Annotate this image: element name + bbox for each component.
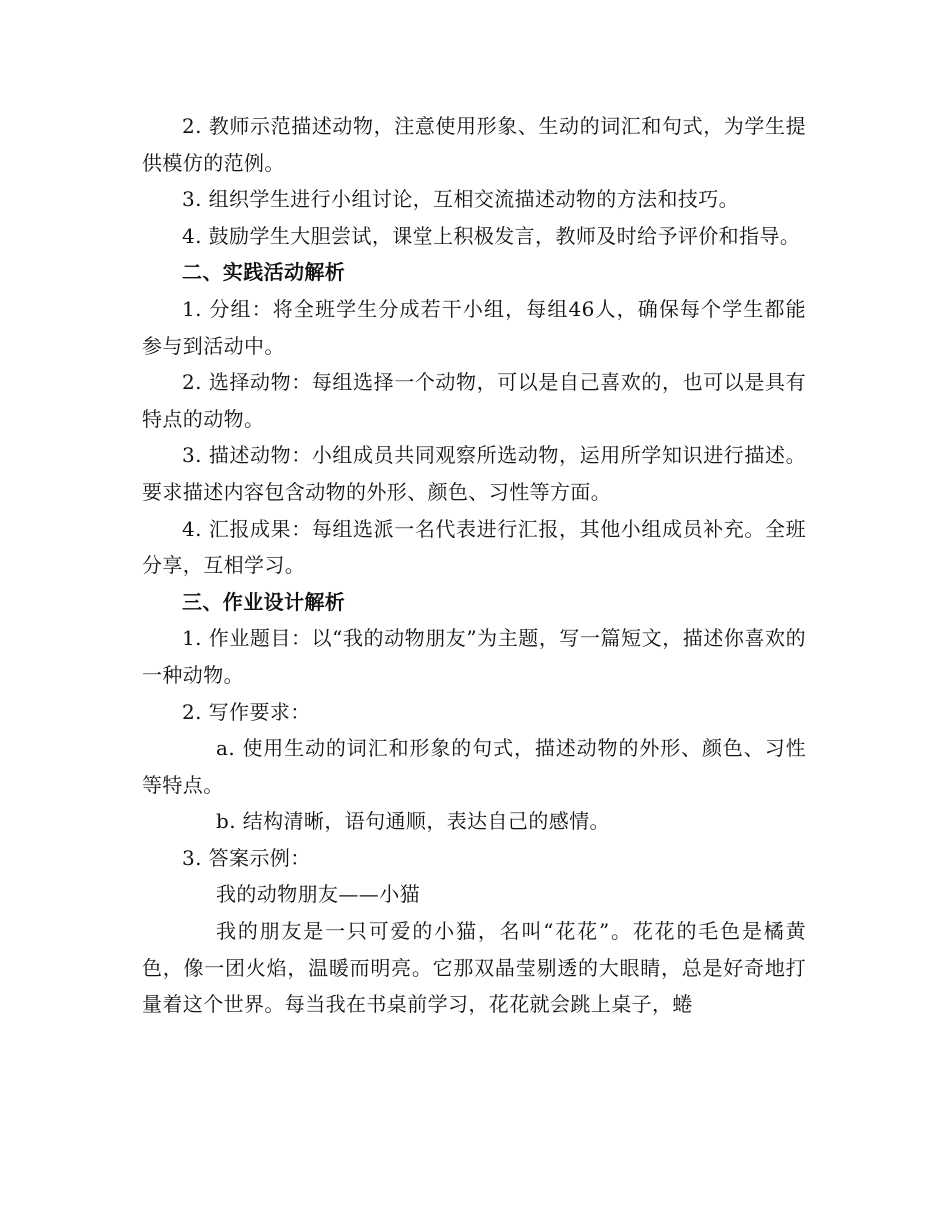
paragraph-encourage-students: 4. 鼓励学生大胆尝试，课堂上积极发言，教师及时给予评价和指导。 — [182, 223, 801, 248]
example-essay-title: 我的动物朋友——小猫 — [216, 882, 420, 907]
paragraph-group-discussion: 3. 组织学生进行小组讨论，互相交流描述动物的方法和技巧。 — [182, 187, 740, 212]
homework-item-requirements: 2. 写作要求： — [182, 699, 311, 724]
document-body — [142, 108, 806, 1023]
practice-item-choose-animal: 2. 选择动物：每组选择一个动物，可以是自己喜欢的，也可以是具有特点的动物。 — [142, 370, 806, 431]
section-heading-practice: 二、实践活动解析 — [182, 260, 346, 285]
section-heading-homework: 三、作业设计解析 — [182, 589, 346, 614]
practice-item-describe-animal: 3. 描述动物：小组成员共同观察所选动物，运用所学知识进行描述。要求描述内容包含动物的外形、颜色、习性等方面。 — [142, 443, 806, 504]
requirement-b: b. 结构清晰，语句通顺，表达自己的感情。 — [216, 809, 610, 834]
homework-item-example: 3. 答案示例： — [182, 845, 311, 870]
practice-item-report: 4. 汇报成果：每组选派一名代表进行汇报，其他小组成员补充。全班分享，互相学习。 — [142, 516, 806, 578]
paragraph-teacher-demo: 2. 教师示范描述动物，注意使用形象、生动的词汇和句式，为学生提供模仿的范例。 — [142, 114, 806, 175]
practice-item-grouping: 1. 分组：将全班学生分成若干小组，每组46人，确保每个学生都能参与到活动中。 — [142, 296, 806, 358]
requirement-a: a. 使用生动的词汇和形象的句式，描述动物的外形、颜色、习性等特点。 — [142, 736, 806, 797]
homework-item-topic: 1. 作业题目：以“我的动物朋友”为主题，写一篇短文，描述你喜欢的一种动物。 — [142, 626, 806, 687]
example-essay-body: 我的朋友是一只可爱的小猫，名叫“花花”。花花的毛色是橘黄色，像一团火焰，温暖而明亮。它那双晶莹剔透的大眼睛，总是好奇地打量着这个世界。每当我在书桌前学习，花花就会跳上桌子，蜷 — [142, 919, 806, 1017]
